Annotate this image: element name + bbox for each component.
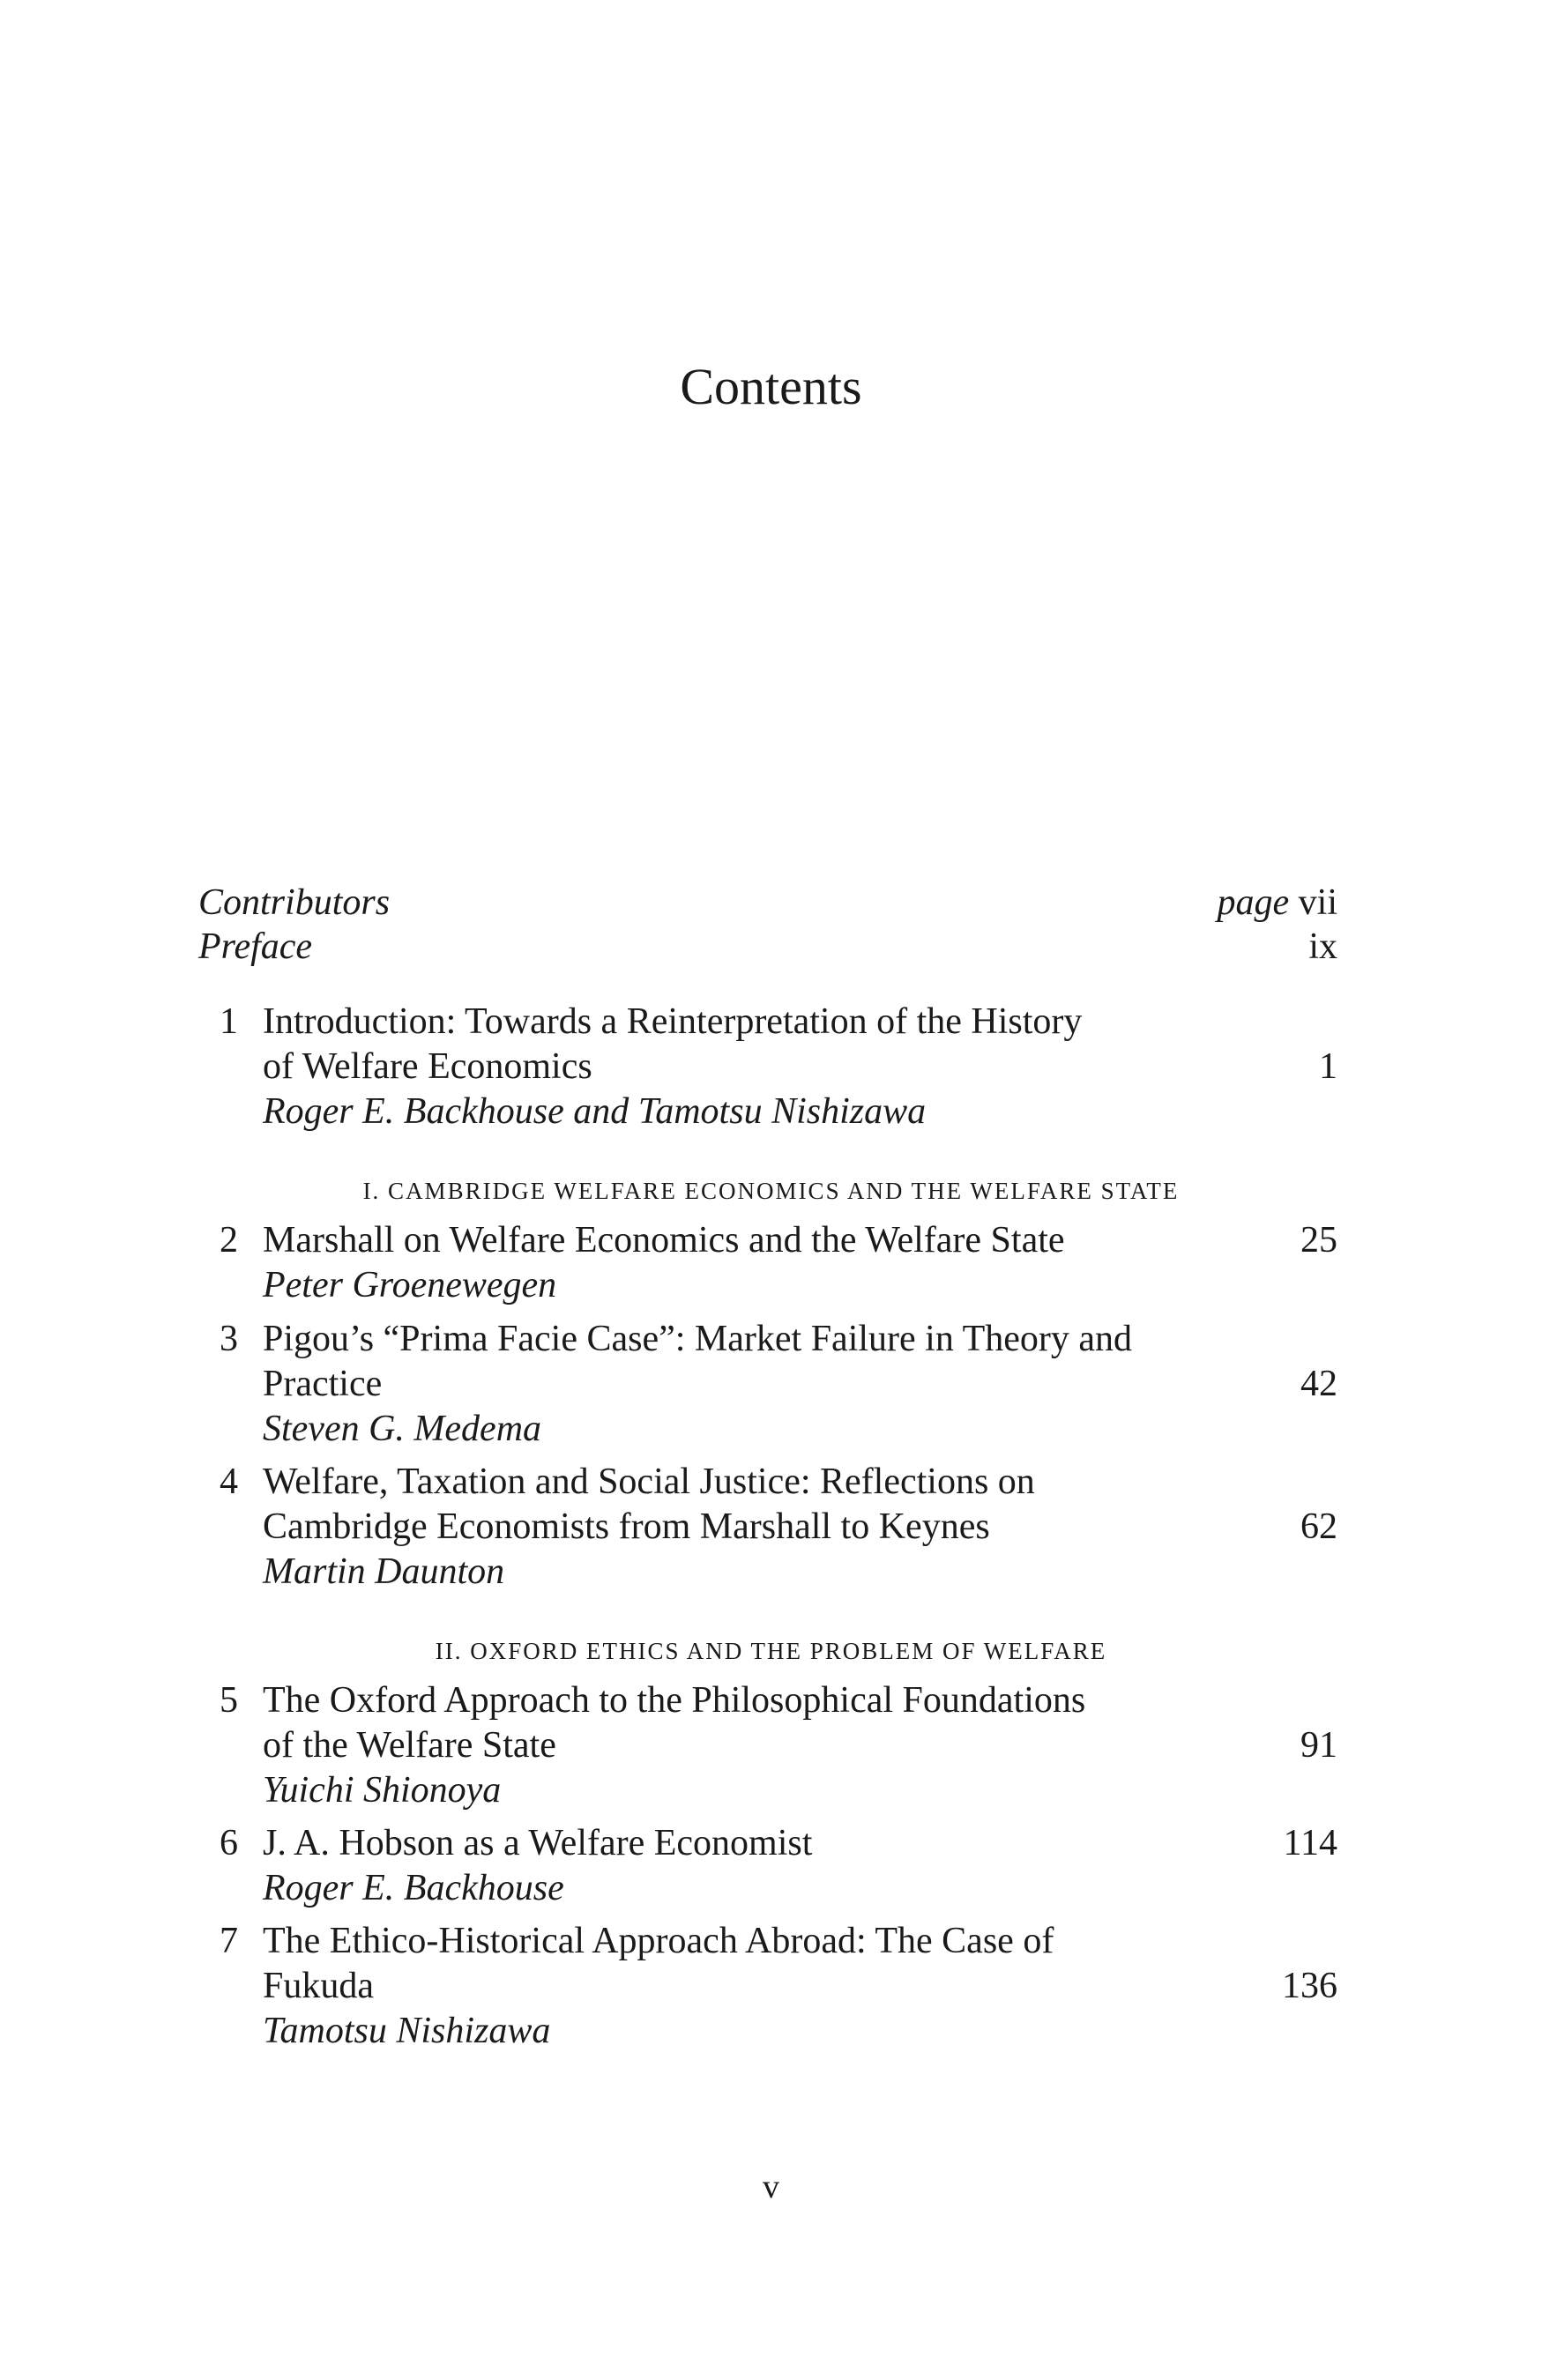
chapter-author: Martin Daunton [263, 1551, 505, 1592]
chapter-author: Peter Groenewegen [263, 1265, 557, 1305]
toc-entry-chapter-2 [198, 1218, 1337, 1308]
toc-entry-chapter-4 [198, 1460, 1337, 1595]
part-heading-1: I. CAMBRIDGE WELFARE ECONOMICS AND THE WELFARE STATE [362, 1178, 1180, 1204]
front-matter-page [1308, 928, 1337, 965]
chapter-title-line: Marshall on Welfare Economics and the Welfare State [263, 1220, 1065, 1261]
page-title: Contents [680, 358, 862, 415]
chapter-page: 136 [1282, 1966, 1337, 2006]
chapter-number: 5 [220, 1680, 238, 1721]
page-number: vii [1298, 882, 1337, 923]
chapter-title-line: of Welfare Economics [263, 1046, 592, 1087]
chapter-author: Roger E. Backhouse and Tamotsu Nishizawa [263, 1091, 927, 1132]
chapter-title-line: Pigou’s “Prima Facie Case”: Market Failure in Theory and [263, 1319, 1132, 1359]
chapter-author: Tamotsu Nishizawa [263, 2011, 551, 2051]
page-prefix: page [1217, 882, 1290, 923]
chapter-title-line: Cambridge Economists from Marshall to Keynes [263, 1506, 990, 1547]
chapter-title-line: Fukuda [263, 1966, 374, 2006]
chapter-page: 91 [1300, 1725, 1337, 1766]
chapter-number: 1 [220, 1001, 238, 1042]
toc-entry-chapter-6 [198, 1821, 1337, 1911]
toc-entry-chapter-3 [198, 1317, 1337, 1452]
page-folio: v [763, 2168, 779, 2205]
front-matter-label: Preface [198, 926, 313, 967]
front-matter-page [1218, 884, 1338, 921]
chapter-title-line: J. A. Hobson as a Welfare Economist [263, 1823, 813, 1863]
chapter-title-line: The Oxford Approach to the Philosophical Foundations [263, 1680, 1086, 1721]
chapter-author: Yuichi Shionoya [263, 1770, 502, 1811]
front-matter-preface [198, 928, 1337, 965]
part-heading-2: II. OXFORD ETHICS AND THE PROBLEM OF WELFARE [435, 1638, 1107, 1664]
page-number: ix [1308, 926, 1337, 967]
toc-entry-chapter-1 [198, 1000, 1337, 1134]
chapter-page: 114 [1283, 1823, 1337, 1863]
chapter-number: 3 [220, 1319, 238, 1359]
front-matter-label: Contributors [198, 882, 391, 923]
chapter-page: 42 [1300, 1364, 1337, 1404]
front-matter-contributors [198, 884, 1337, 921]
chapter-number: 4 [220, 1461, 238, 1502]
chapter-title-line: Introduction: Towards a Reinterpretation of the History [263, 1001, 1083, 1042]
chapter-title-line: Practice [263, 1364, 383, 1404]
chapter-page: 1 [1319, 1046, 1337, 1087]
toc-entry-chapter-5 [198, 1678, 1337, 1813]
chapter-page: 62 [1300, 1506, 1337, 1547]
chapter-title-line: The Ethico-Historical Approach Abroad: The Case of [263, 1921, 1054, 1961]
chapter-title-line: Welfare, Taxation and Social Justice: Reflections on [263, 1461, 1035, 1502]
toc-entry-chapter-7 [198, 1919, 1337, 2054]
chapter-number: 6 [220, 1823, 238, 1863]
chapter-author: Roger E. Backhouse [263, 1868, 564, 1908]
chapter-title-line: of the Welfare State [263, 1725, 556, 1766]
chapter-author: Steven G. Medema [263, 1409, 542, 1449]
chapter-number: 2 [220, 1220, 238, 1261]
chapter-page: 25 [1300, 1220, 1337, 1261]
chapter-number: 7 [220, 1921, 238, 1961]
